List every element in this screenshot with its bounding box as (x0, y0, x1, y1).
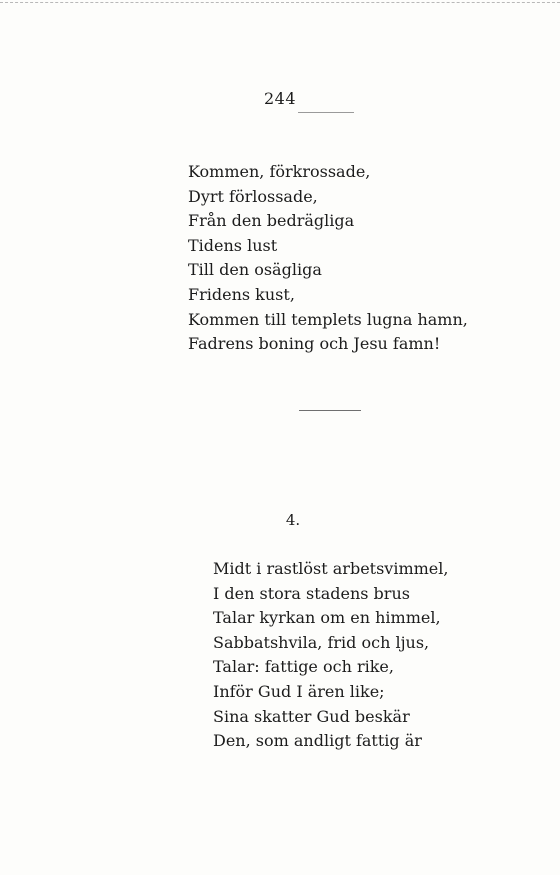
poem-line: Talar: fattige och rike, (213, 657, 394, 677)
top-edge-rule (0, 2, 560, 3)
page-number-underline (298, 112, 354, 113)
poem-line: I den stora stadens brus (213, 583, 410, 603)
poem-line: Talar kyrkan om en himmel, (213, 608, 441, 628)
poem-line: Fridens kust, (188, 284, 295, 304)
poem-line: Sabbatshvila, frid och ljus, (213, 632, 430, 652)
page-number: 244 (263, 89, 297, 108)
section-number: 4. (285, 511, 301, 529)
poem-line: Sina skatter Gud beskär (213, 706, 410, 726)
poem-line: Till den osägliga (188, 260, 322, 280)
poem-line: Kommen till templets lugna hamn, (188, 309, 468, 329)
poem-line: Från den bedrägliga (188, 211, 355, 231)
poem-line: Kommen, förkrossade, (188, 162, 371, 181)
poem-line: Fadrens boning och Jesu famn! (188, 334, 441, 354)
section-divider (299, 410, 361, 411)
poem-line: Inför Gud I ären like; (213, 681, 385, 701)
poem-line: Midt i rastlöst arbetsvimmel, (213, 559, 449, 578)
poem-line: Tidens lust (188, 235, 278, 255)
poem-line: Den, som andligt fattig är (213, 731, 422, 751)
poem-stanza-1 (188, 160, 468, 357)
poem-stanza-2 (213, 557, 448, 754)
poem-line: Dyrt förlossade, (188, 186, 318, 206)
